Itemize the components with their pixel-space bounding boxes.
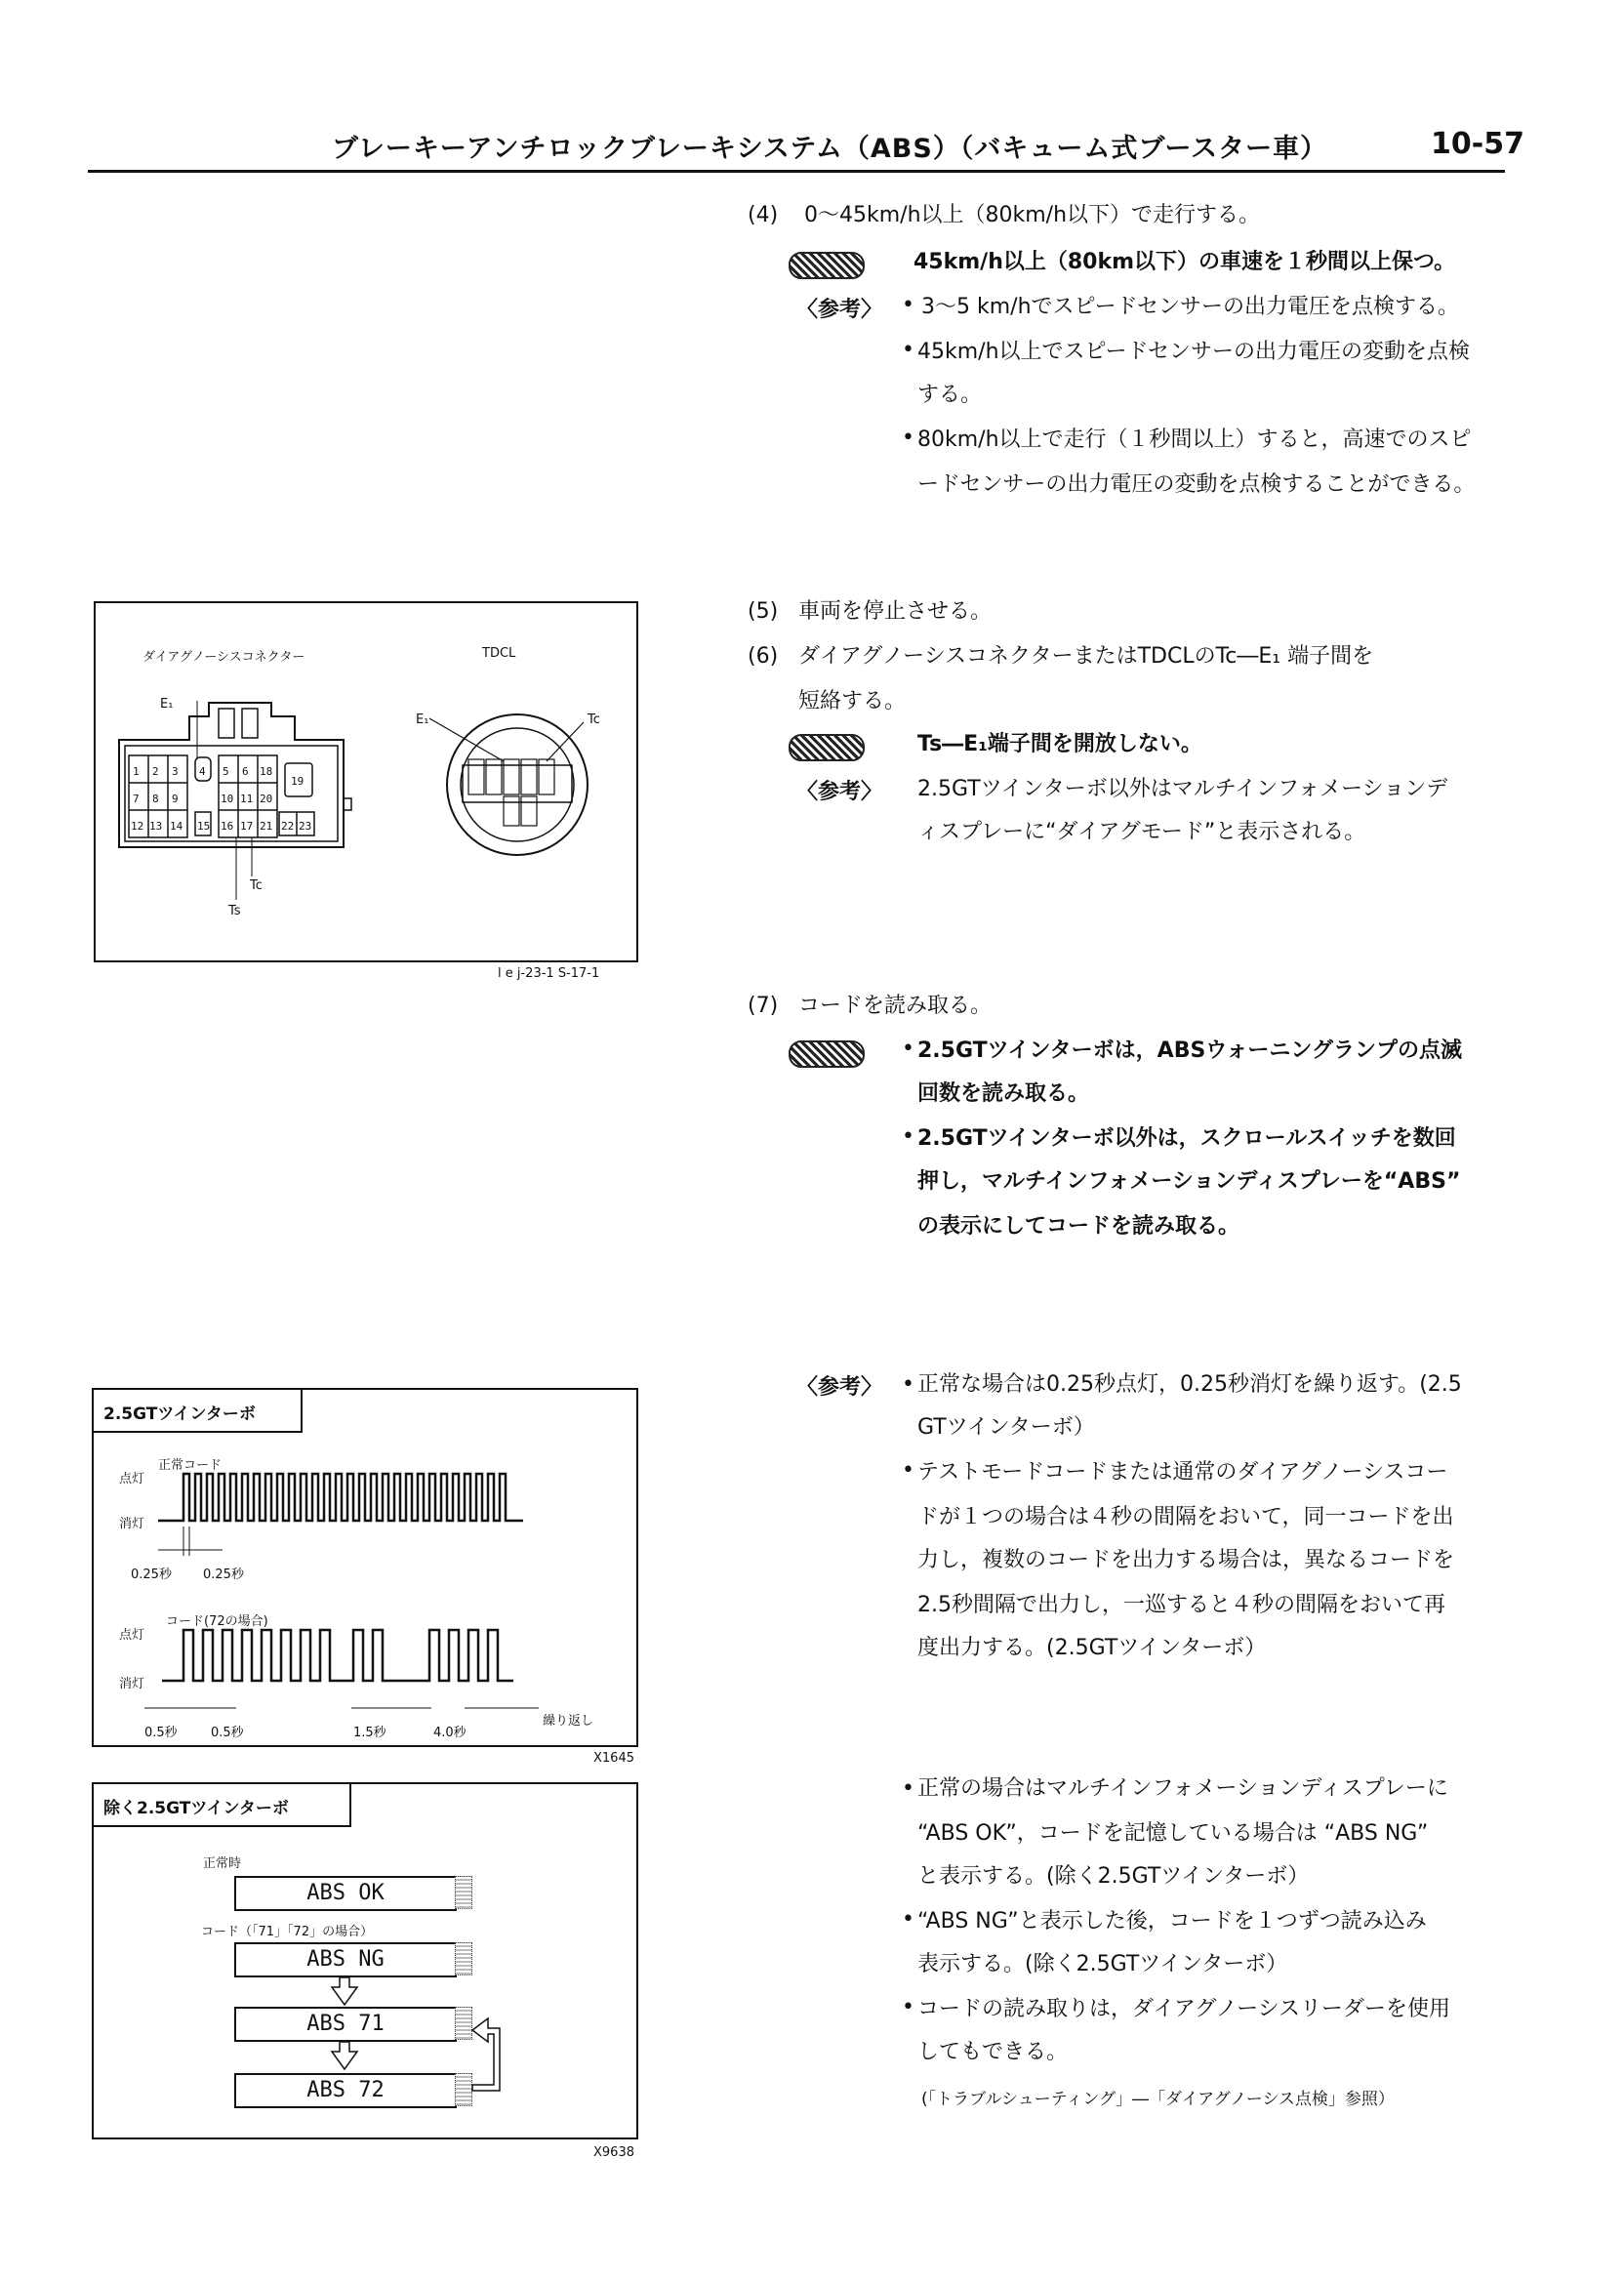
- normal-label: 正常時: [203, 1856, 242, 1871]
- on-label: 点灯: [119, 1628, 145, 1643]
- page-header-title: ブレーキーアンチロックブレーキシステム（ABS）（バキューム式ブースター車）: [332, 134, 1328, 164]
- ref-block-1-line: 力し，複数のコードを出力する場合は，異なるコードを: [917, 1548, 1455, 1572]
- bullet-icon: •: [902, 426, 914, 450]
- step-4-ref-label: 〈参考〉: [796, 298, 883, 322]
- step-7-note-4: 押し，マルチインフォメーションディスプレーを“ABS”: [917, 1169, 1461, 1194]
- svg-text:20: 20: [260, 793, 273, 805]
- connector-drawing: [96, 603, 636, 960]
- svg-text:7: 7: [133, 793, 140, 805]
- step-4-note: 45km/h以上（80km以下）の車速を１秒間以上保つ。: [914, 250, 1456, 274]
- bullet-icon: •: [902, 338, 914, 362]
- ref-block-2-line: 表示する。(除く2.5GTツインターボ）: [917, 1952, 1288, 1976]
- t025-label: 0.25秒: [131, 1568, 172, 1582]
- step-4-ref-4: 80km/h以上で走行（１秒間以上）すると，高速でのスピ: [917, 428, 1472, 452]
- ref-block-1-line: GTツインターボ）: [917, 1415, 1095, 1440]
- bullet-icon: •: [902, 293, 914, 317]
- step-4-ref-1: 3～5 km/hでスピードセンサーの出力電圧を点検する。: [921, 295, 1459, 319]
- svg-text:14: 14: [170, 820, 183, 833]
- down-arrow-icon: [332, 2042, 357, 2069]
- svg-text:23: 23: [299, 820, 312, 833]
- step-6-note: Ts―E₁端子間を開放しない。: [917, 732, 1202, 756]
- ref-block-2-line: コードの読み取りは，ダイアグノーシスリーダーを使用: [917, 1997, 1451, 2021]
- ref-block-1-line: 正常な場合は0.25秒点灯，0.25秒消灯を繰り返す。(2.5: [917, 1372, 1462, 1397]
- caution-badge-icon: [789, 734, 865, 761]
- svg-text:2: 2: [152, 765, 159, 778]
- timing-figure: [92, 1388, 638, 1766]
- step-6-number: (6): [748, 644, 779, 669]
- loop-arrow-icon: [472, 2018, 500, 2091]
- display-figure: [92, 1782, 638, 2160]
- t05-label: 0.5秒: [211, 1726, 244, 1740]
- code72-label: コード(72の場合): [166, 1614, 268, 1629]
- svg-text:10: 10: [221, 793, 234, 805]
- bullet-icon: •: [902, 1124, 914, 1149]
- display-title: 除く2.5GTツインターボ: [103, 1799, 289, 1818]
- step-4-text: 0～45km/h以上（80km/h以下）で走行する。: [804, 203, 1261, 227]
- svg-text:8: 8: [152, 793, 159, 805]
- header-rule: [88, 170, 1505, 173]
- step-7-text: コードを読み取る。: [798, 994, 993, 1018]
- on-label: 点灯: [119, 1472, 145, 1486]
- code-label: コード（「71」「72」の場合）: [201, 1925, 374, 1939]
- t025-label: 0.25秒: [203, 1568, 244, 1582]
- svg-text:1: 1: [133, 765, 140, 778]
- off-label: 消灯: [119, 1517, 145, 1531]
- t05-label: 0.5秒: [144, 1726, 178, 1740]
- svg-text:9: 9: [172, 793, 179, 805]
- off-label: 消灯: [119, 1677, 145, 1691]
- tc-label: Tc: [250, 878, 263, 893]
- ref-block-2-line: “ABS NG”と表示した後，コードを１つずつ読み込み: [917, 1909, 1427, 1934]
- svg-text:6: 6: [242, 765, 249, 778]
- timing-figure-id: X1645: [593, 1751, 634, 1766]
- step-4-ref-2: 45km/h以上でスピードセンサーの出力電圧の変動を点検: [917, 340, 1470, 364]
- step-7-note-3: 2.5GTツインターボ以外は，スクロールスイッチを数回: [917, 1126, 1456, 1151]
- step-4-ref-5: ードセンサーの出力電圧の変動を点検することができる。: [917, 472, 1476, 497]
- caution-badge-icon: [789, 1040, 865, 1068]
- step-7-note-1: 2.5GTツインターボは，ABSウォーニングランプの点滅: [917, 1038, 1462, 1063]
- svg-text:3: 3: [172, 765, 179, 778]
- step-6-ref-label: 〈参考〉: [796, 780, 883, 804]
- svg-text:4: 4: [199, 765, 206, 778]
- normal-code-label: 正常コード: [158, 1458, 223, 1473]
- ts-label: Ts: [228, 904, 241, 918]
- t15-label: 1.5秒: [353, 1726, 386, 1740]
- ref-block-1-label: 〈参考〉: [796, 1375, 883, 1400]
- svg-text:16: 16: [221, 820, 234, 833]
- tdcl-tc-label: Tc: [588, 712, 600, 727]
- svg-text:11: 11: [240, 793, 254, 805]
- svg-text:13: 13: [149, 820, 163, 833]
- bullet-icon: •: [902, 1372, 914, 1397]
- ref-block-1-line: 度出力する。(2.5GTツインターボ）: [917, 1636, 1267, 1660]
- step-5-number: (5): [748, 599, 779, 624]
- step-6-text-1: ダイアグノーシスコネクターまたはTDCLのTc―E₁ 端子間を: [798, 644, 1374, 669]
- page-number: 10-57: [1431, 127, 1524, 161]
- ref-block-1-line: ドが１つの場合は４秒の間隔をおいて，同一コードを出: [917, 1505, 1454, 1529]
- svg-text:17: 17: [240, 820, 254, 833]
- step-7-number: (7): [748, 994, 779, 1018]
- ref-block-2-line: “ABS OK”，コードを記憶している場合は “ABS NG”: [917, 1821, 1429, 1846]
- step-4-number: (4): [748, 203, 779, 227]
- ref-block-2-line: と表示する。(除く2.5GTツインターボ）: [917, 1864, 1310, 1889]
- step-6-ref-1: 2.5GTツインターボ以外はマルチインフォメーションデ: [917, 777, 1448, 801]
- connector-figure: [94, 601, 638, 981]
- step-6-ref-2: ィスプレーに“ダイアグモード”と表示される。: [917, 820, 1366, 844]
- display-abs-ok: ABS OK: [234, 1876, 457, 1911]
- ref-block-2-line: 正常の場合はマルチインフォメーションディスプレーに: [917, 1776, 1448, 1801]
- caution-badge-icon: [789, 252, 865, 279]
- bullet-icon: •: [902, 1995, 914, 2019]
- svg-text:18: 18: [260, 765, 273, 778]
- bullet-icon: •: [902, 1907, 914, 1932]
- connector-label: ダイアグノーシスコネクター: [142, 650, 305, 665]
- ref-block-2-line: (「トラブルシューティング」―「ダイアグノーシス点検」参照）: [921, 2090, 1395, 2109]
- tdcl-e1-label: E₁: [416, 712, 429, 727]
- timing-waveforms: [94, 1390, 636, 1745]
- svg-text:12: 12: [131, 820, 144, 833]
- bullet-icon: •: [902, 1776, 914, 1801]
- step-7-note-2: 回数を読み取る。: [917, 1081, 1090, 1106]
- ref-block-2-line: してもできる。: [917, 2040, 1069, 2064]
- bullet-icon: •: [902, 1458, 914, 1483]
- connector-figure-id: l e j-23-1 S-17-1: [498, 966, 600, 981]
- display-abs-72: ABS 72: [234, 2073, 457, 2108]
- svg-text:15: 15: [197, 820, 211, 833]
- svg-text:22: 22: [281, 820, 295, 833]
- tdcl-label: TDCL: [482, 646, 516, 661]
- step-5-text: 車両を停止させる。: [798, 599, 993, 624]
- display-figure-id: X9638: [593, 2145, 634, 2160]
- down-arrow-icon: [332, 1977, 357, 2005]
- bullet-icon: •: [902, 1037, 914, 1061]
- repeat-label: 繰り返し: [543, 1714, 594, 1729]
- display-abs-71: ABS 71: [234, 2007, 457, 2042]
- timing-title: 2.5GTツインターボ: [103, 1405, 256, 1424]
- svg-text:21: 21: [260, 820, 273, 833]
- svg-text:19: 19: [291, 775, 304, 788]
- e1-label: E₁: [160, 697, 174, 712]
- display-abs-ng: ABS NG: [234, 1942, 457, 1977]
- ref-block-1-line: 2.5秒間隔で出力し，一巡すると４秒の間隔をおいて再: [917, 1593, 1445, 1617]
- t40-label: 4.0秒: [433, 1726, 467, 1740]
- step-6-text-2: 短絡する。: [798, 689, 907, 713]
- step-4-ref-3: する。: [917, 383, 983, 407]
- display-arrows: [94, 1784, 636, 2138]
- svg-text:5: 5: [223, 765, 229, 778]
- step-7-note-5: の表示にしてコードを読み取る。: [917, 1214, 1240, 1239]
- ref-block-1-line: テストモードコードまたは通常のダイアグノーシスコー: [917, 1460, 1448, 1485]
